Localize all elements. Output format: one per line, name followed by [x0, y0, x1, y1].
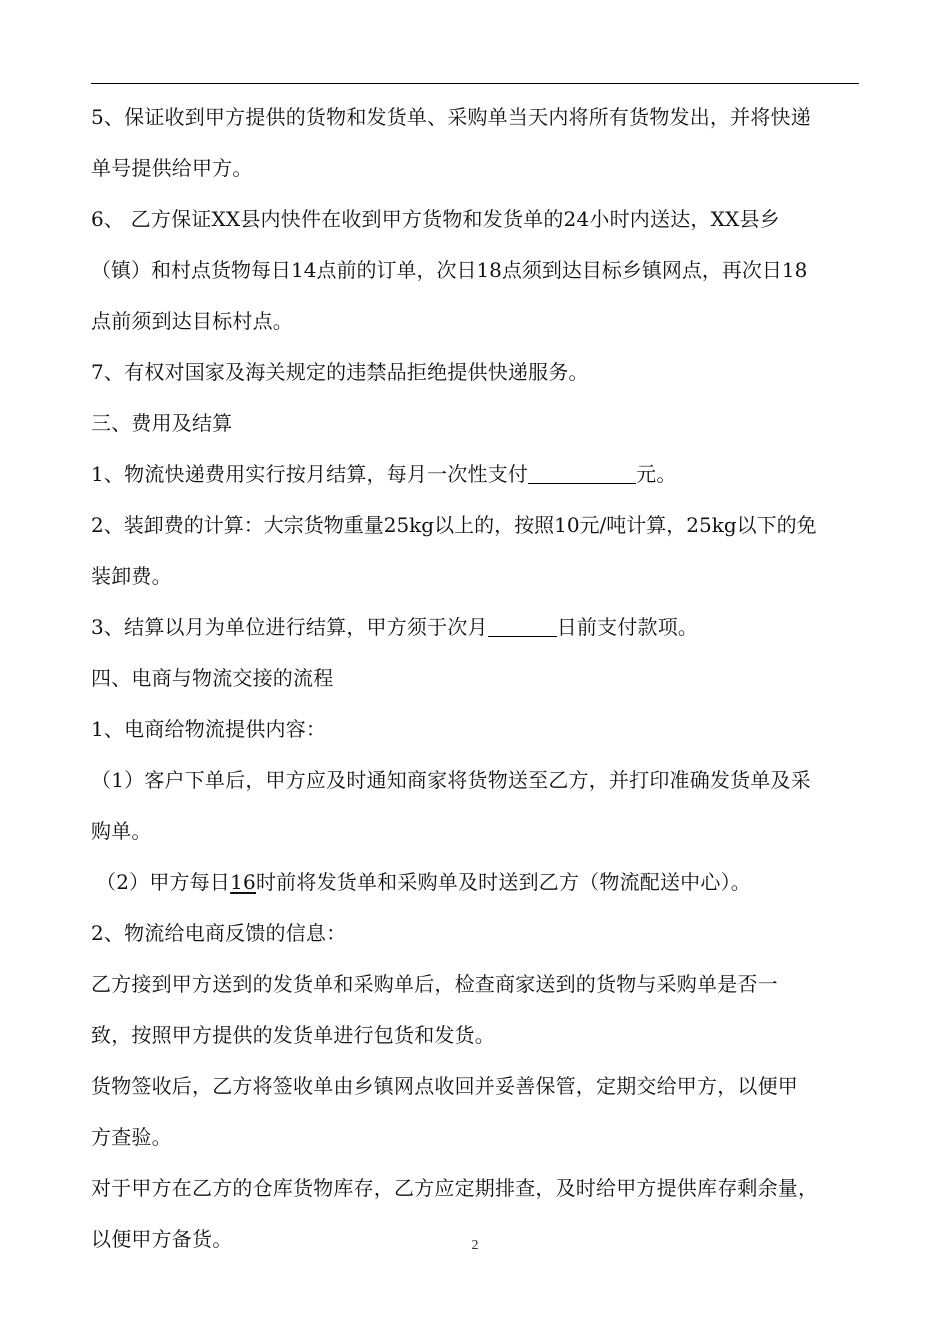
text-line: 5、保证收到甲方提供的货物和发货单、采购单当天内将所有货物发出，并将快递	[91, 105, 811, 129]
underlined-value: 16	[230, 870, 256, 894]
text-line	[91, 449, 861, 500]
text-segment: 元。	[636, 462, 677, 486]
text-line: （镇）和村点货物每日14点前的订单，次日18点须到达目标乡镇网点，再次日18	[91, 258, 808, 282]
fill-in-blank	[528, 461, 636, 484]
page-number: 2	[471, 1238, 479, 1253]
text-line	[91, 857, 861, 908]
text-line: 致，按照甲方提供的发货单进行包货和发货。	[91, 1023, 495, 1047]
text-line: 1、电商给物流提供内容：	[91, 717, 327, 741]
text-line: 货物签收后，乙方将签收单由乡镇网点收回并妥善保管，定期交给甲方，以便甲	[91, 1074, 798, 1098]
text-line: 装卸费。	[91, 564, 172, 588]
text-line: 2、物流给电商反馈的信息：	[91, 921, 347, 945]
section-heading: 三、费用及结算	[91, 411, 233, 435]
text-line: 单号提供给甲方。	[91, 156, 253, 180]
text-line: 乙方接到甲方送到的发货单和采购单后，检查商家送到的货物与采购单是否一	[91, 972, 778, 996]
text-line: 方查验。	[91, 1125, 172, 1149]
text-segment: 1、物流快递费用实行按月结算，每月一次性支付	[91, 462, 529, 486]
fill-in-blank	[488, 614, 557, 637]
text-line: 以便甲方备货。	[91, 1227, 233, 1251]
text-line: 7、有权对国家及海关规定的违禁品拒绝提供快递服务。	[91, 360, 589, 384]
text-line: 2、装卸费的计算：大宗货物重量25kg以上的，按照10元/吨计算，25kg以下的免	[91, 513, 817, 537]
header-rule	[91, 83, 859, 84]
text-line: 购单。	[91, 819, 152, 843]
text-line	[91, 602, 861, 653]
text-line: 6、 乙方保证XX县内快件在收到甲方货物和发货单的24小时内送达，XX县乡	[91, 207, 780, 231]
text-line: 点前须到达目标村点。	[91, 309, 293, 333]
text-segment: 3、结算以月为单位进行结算，甲方须于次月	[91, 615, 488, 639]
text-segment: 日前支付款项。	[556, 615, 699, 639]
text-segment: （2）甲方每日	[96, 870, 231, 894]
document-body	[91, 92, 861, 1265]
text-segment: 时前将发货单和采购单及时送到乙方（物流配送中心）。	[255, 870, 751, 894]
text-line: （1）客户下单后，甲方应及时通知商家将货物送至乙方，并打印准确发货单及采	[91, 768, 811, 792]
text-line: 对于甲方在乙方的仓库货物库存，乙方应定期排查，及时给甲方提供库存剩余量，	[91, 1176, 819, 1200]
section-heading: 四、电商与物流交接的流程	[91, 666, 334, 690]
